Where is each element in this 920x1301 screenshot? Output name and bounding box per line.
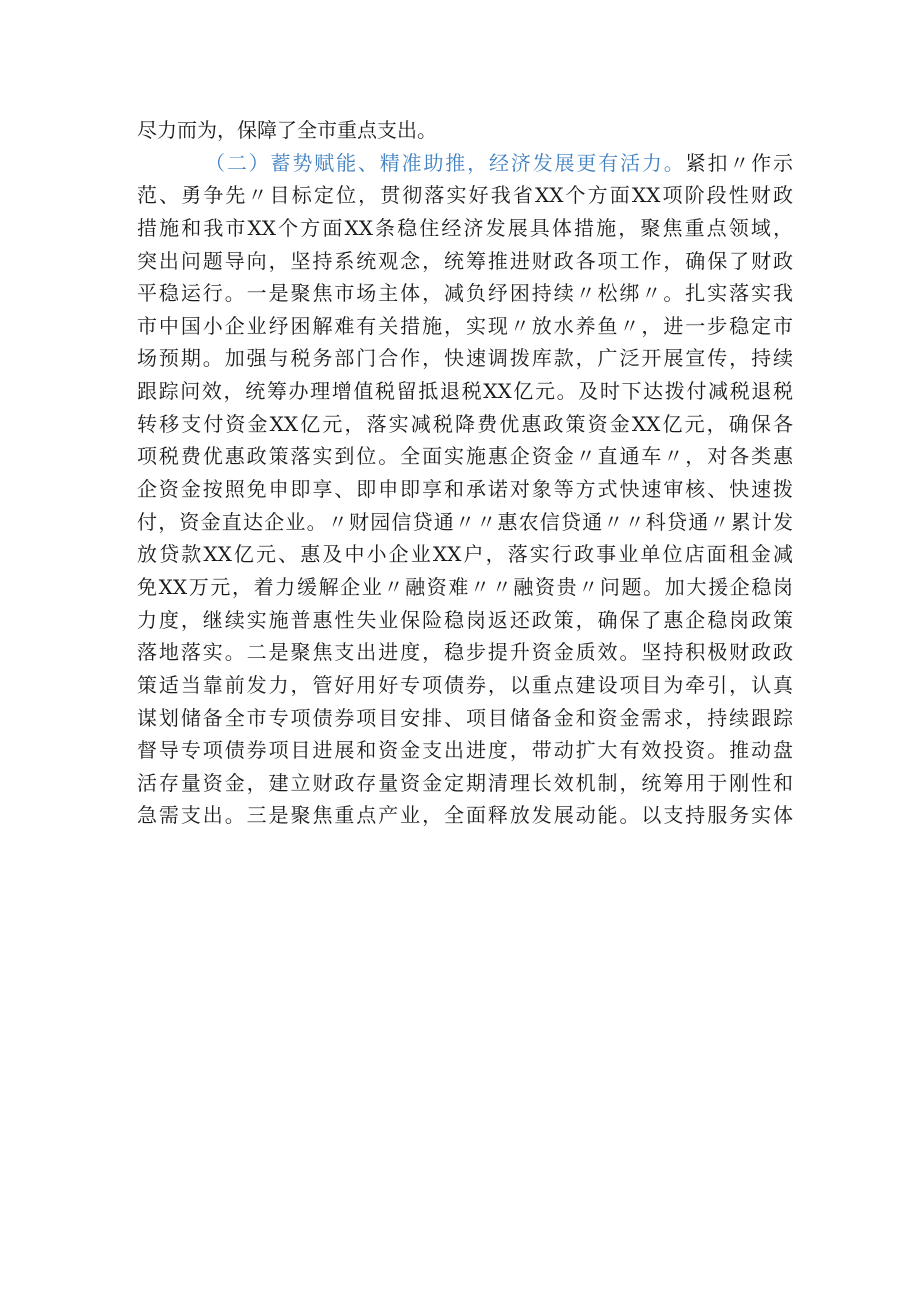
body-text [137,114,793,832]
text-line [137,114,793,147]
text-line [137,179,793,212]
text-line [137,636,793,669]
line-text: 力度，继续实施普惠性失业保险稳岗返还政策，确保了惠企稳岗政策 [137,607,793,632]
text-line [137,506,793,539]
line-text: 谋划储备全市专项债券项目安排、项目储备金和资金需求，持续跟踪 [137,705,793,730]
text-line [137,604,793,637]
text-line [137,702,793,735]
line-text: 策适当靠前发力，管好用好专项债券，以重点建设项目为牵引，认真 [137,672,793,697]
line-text: 紧扣〃作示 [685,150,794,175]
line-text: 市中国小企业纾困解难有关措施，实现〃放水养鱼〃，进一步稳定市 [137,313,793,338]
line-text: 转移支付资金XX亿元，落实减税降费优惠政策资金XX亿元，确保各 [137,411,793,436]
text-line [137,212,793,245]
line-text: 急需支出。三是聚焦重点产业，全面释放发展动能。以支持服务实体 [137,803,793,828]
text-line [137,734,793,767]
line-text: 放贷款XX亿元、惠及中小企业XX户，落实行政事业单位店面租金减 [137,542,793,567]
text-line [137,669,793,702]
text-line [137,538,793,571]
text-line [137,440,793,473]
line-text: 跟踪问效，统筹办理增值税留抵退税XX亿元。及时下达拨付减税退税 [137,379,793,404]
line-text: 措施和我市XX个方面XX条稳住经济发展具体措施，聚焦重点领域， [137,215,793,240]
line-text: 平稳运行。一是聚焦市场主体，减负纾困持续〃松绑〃。扎实落实我 [137,281,793,306]
text-line [137,408,793,441]
line-text: 范、勇争先〃目标定位，贯彻落实好我省XX个方面XX项阶段性财政 [137,183,793,208]
line-text: 督导专项债券项目进展和资金支出进度，带动扩大有效投资。推动盘 [137,738,793,763]
line-text: 项税费优惠政策落实到位。全面实施惠企资金〃直通车〃，对各类惠 [137,444,793,469]
line-text: 活存量资金，建立财政存量资金定期清理长效机制，统筹用于刚性和 [137,770,793,795]
line-text: 突出问题导向，坚持系统观念，统筹推进财政各项工作，确保了财政 [137,248,793,273]
line-text: 付，资金直达企业。〃财园信贷通〃〃惠农信贷通〃〃科贷通〃累计发 [137,509,793,534]
text-line [137,147,793,180]
section-heading: （二）蓄势赋能、精准助推，经济发展更有活力。 [205,150,686,175]
text-line [137,473,793,506]
text-line [137,342,793,375]
text-line [137,767,793,800]
line-text: 尽力而为，保障了全市重点支出。 [137,118,437,142]
text-line [137,245,793,278]
text-line [137,277,793,310]
line-text: 企资金按照免申即享、即申即享和承诺对象等方式快速审核、快速拨 [137,477,793,502]
line-text: 落地落实。二是聚焦支出进度，稳步提升资金质效。坚持积极财政政 [137,640,793,665]
text-line [137,310,793,343]
text-line [137,571,793,604]
line-text: 场预期。加强与税务部门合作，快速调拨库款，广泛开展宣传，持续 [137,346,793,371]
line-text: 免XX万元，着力缓解企业〃融资难〃〃融资贵〃问题。加大援企稳岗 [137,574,793,599]
text-line [137,799,793,832]
text-line [137,375,793,408]
